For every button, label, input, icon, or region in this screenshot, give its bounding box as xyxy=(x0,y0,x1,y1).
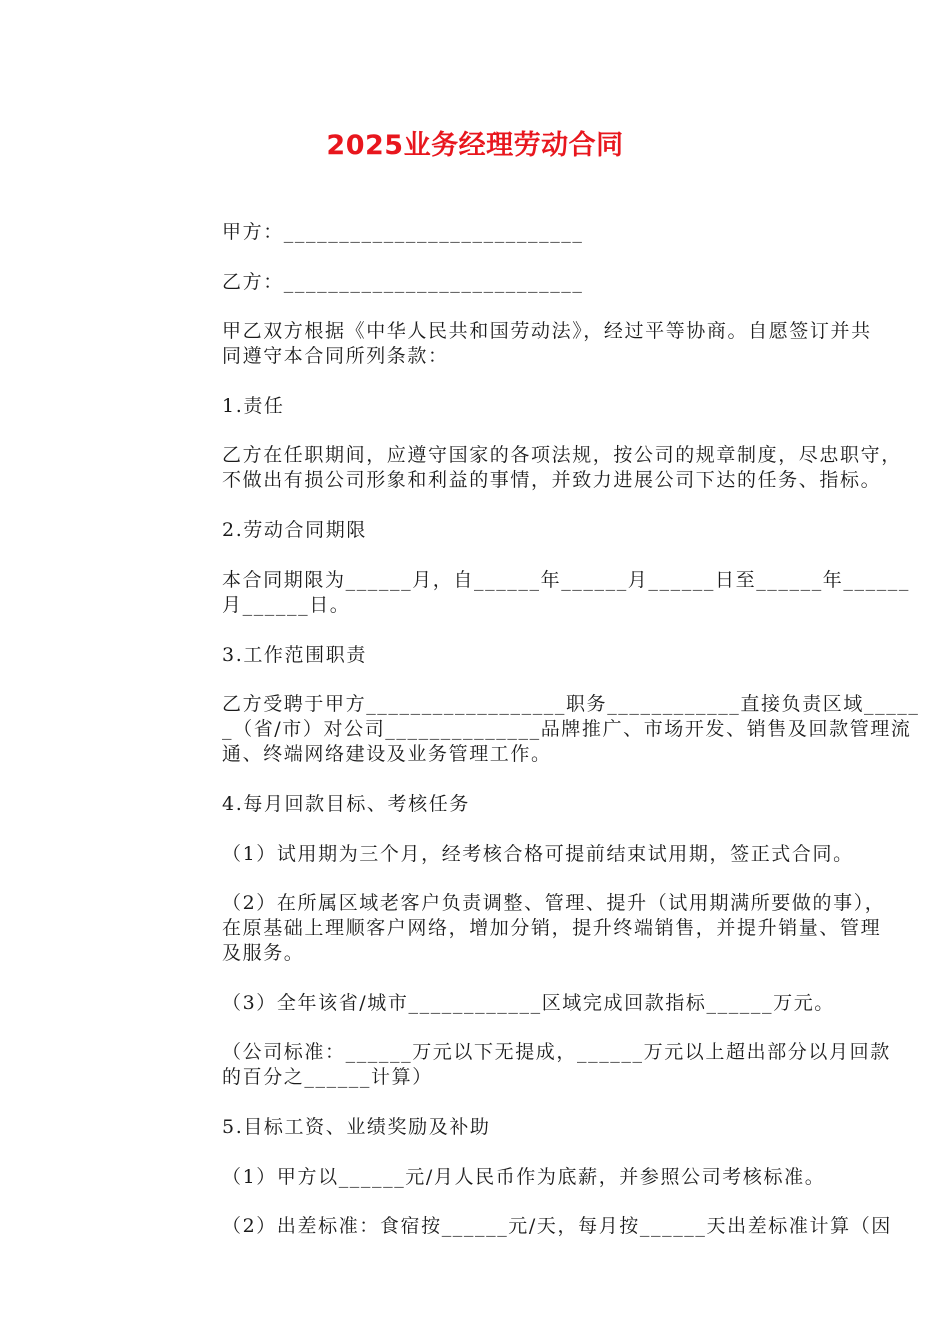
section-heading xyxy=(222,1115,950,1140)
section-heading xyxy=(222,792,950,817)
text-line: 2.劳动合同期限 xyxy=(222,519,367,541)
text-line: 同遵守本合同所列条款： xyxy=(222,345,449,367)
text-line: 在原基础上理顺客户网络，增加分销，提升终端销售，并提升销量、管理 xyxy=(222,917,882,939)
text-line: 本合同期限为______月，自______年______月______日至______年______ xyxy=(222,569,911,591)
responsibility-paragraph xyxy=(222,443,950,493)
text-line: 甲方：___________________________ xyxy=(222,221,584,243)
text-line: 及服务。 xyxy=(222,942,305,964)
text-line: 乙方：___________________________ xyxy=(222,271,584,293)
party-a-line xyxy=(222,220,950,245)
section-heading xyxy=(222,643,950,668)
scope-paragraph xyxy=(222,692,950,767)
probation-paragraph xyxy=(222,842,950,867)
standard-paragraph xyxy=(222,1040,950,1090)
text-line: 的百分之______计算） xyxy=(222,1066,433,1088)
text-line: 不做出有损公司形象和利益的事情，并致力进展公司下达的任务、指标。 xyxy=(222,469,882,491)
salary-paragraph xyxy=(222,1165,950,1190)
text-line: 通、终端网络建设及业务管理工作。 xyxy=(222,743,552,765)
text-line: （公司标准：______万元以下无提成，______万元以上超出部分以月回款 xyxy=(222,1041,891,1063)
section-heading xyxy=(222,394,950,419)
text-line: 3.工作范围职责 xyxy=(222,644,367,666)
text-line: 1.责任 xyxy=(222,395,285,417)
party-b-line xyxy=(222,270,950,295)
text-line: （1）试用期为三个月，经考核合格可提前结束试用期，签正式合同。 xyxy=(222,843,854,865)
text-line: 甲乙双方根据《中华人民共和国劳动法》，经过平等协商。自愿签订并共 xyxy=(222,320,872,342)
text-line: 5.目标工资、业绩奖励及补助 xyxy=(222,1116,491,1138)
text-line: _（省/市）对公司______________品牌推广、市场开发、销售及回款管理流 xyxy=(222,718,912,740)
text-line: 月______日。 xyxy=(222,594,351,616)
preamble-paragraph xyxy=(222,319,950,369)
text-line: 4.每月回款目标、考核任务 xyxy=(222,793,470,815)
page-title: 2025业务经理劳动合同 xyxy=(326,130,624,161)
term-paragraph xyxy=(222,568,950,618)
text-line: 乙方受聘于甲方__________________职务____________直接负责区域_____ xyxy=(222,693,920,715)
section-heading xyxy=(222,518,950,543)
text-line: （3）全年该省/城市____________区域完成回款指标______万元。 xyxy=(222,992,835,1014)
customer-paragraph xyxy=(222,891,950,966)
text-line: （1）甲方以______元/月人民币作为底薪，并参照公司考核标准。 xyxy=(222,1166,826,1188)
target-paragraph xyxy=(222,991,950,1016)
text-line: 乙方在任职期间，应遵守国家的各项法规，按公司的规章制度，尽忠职守， xyxy=(222,444,902,466)
text-line: （2）出差标准：食宿按______元/天，每月按______天出差标准计算（因 xyxy=(222,1215,892,1237)
travel-paragraph xyxy=(222,1214,950,1239)
text-line: （2）在所属区域老客户负责调整、管理、提升（试用期满所要做的事）， xyxy=(222,892,886,914)
